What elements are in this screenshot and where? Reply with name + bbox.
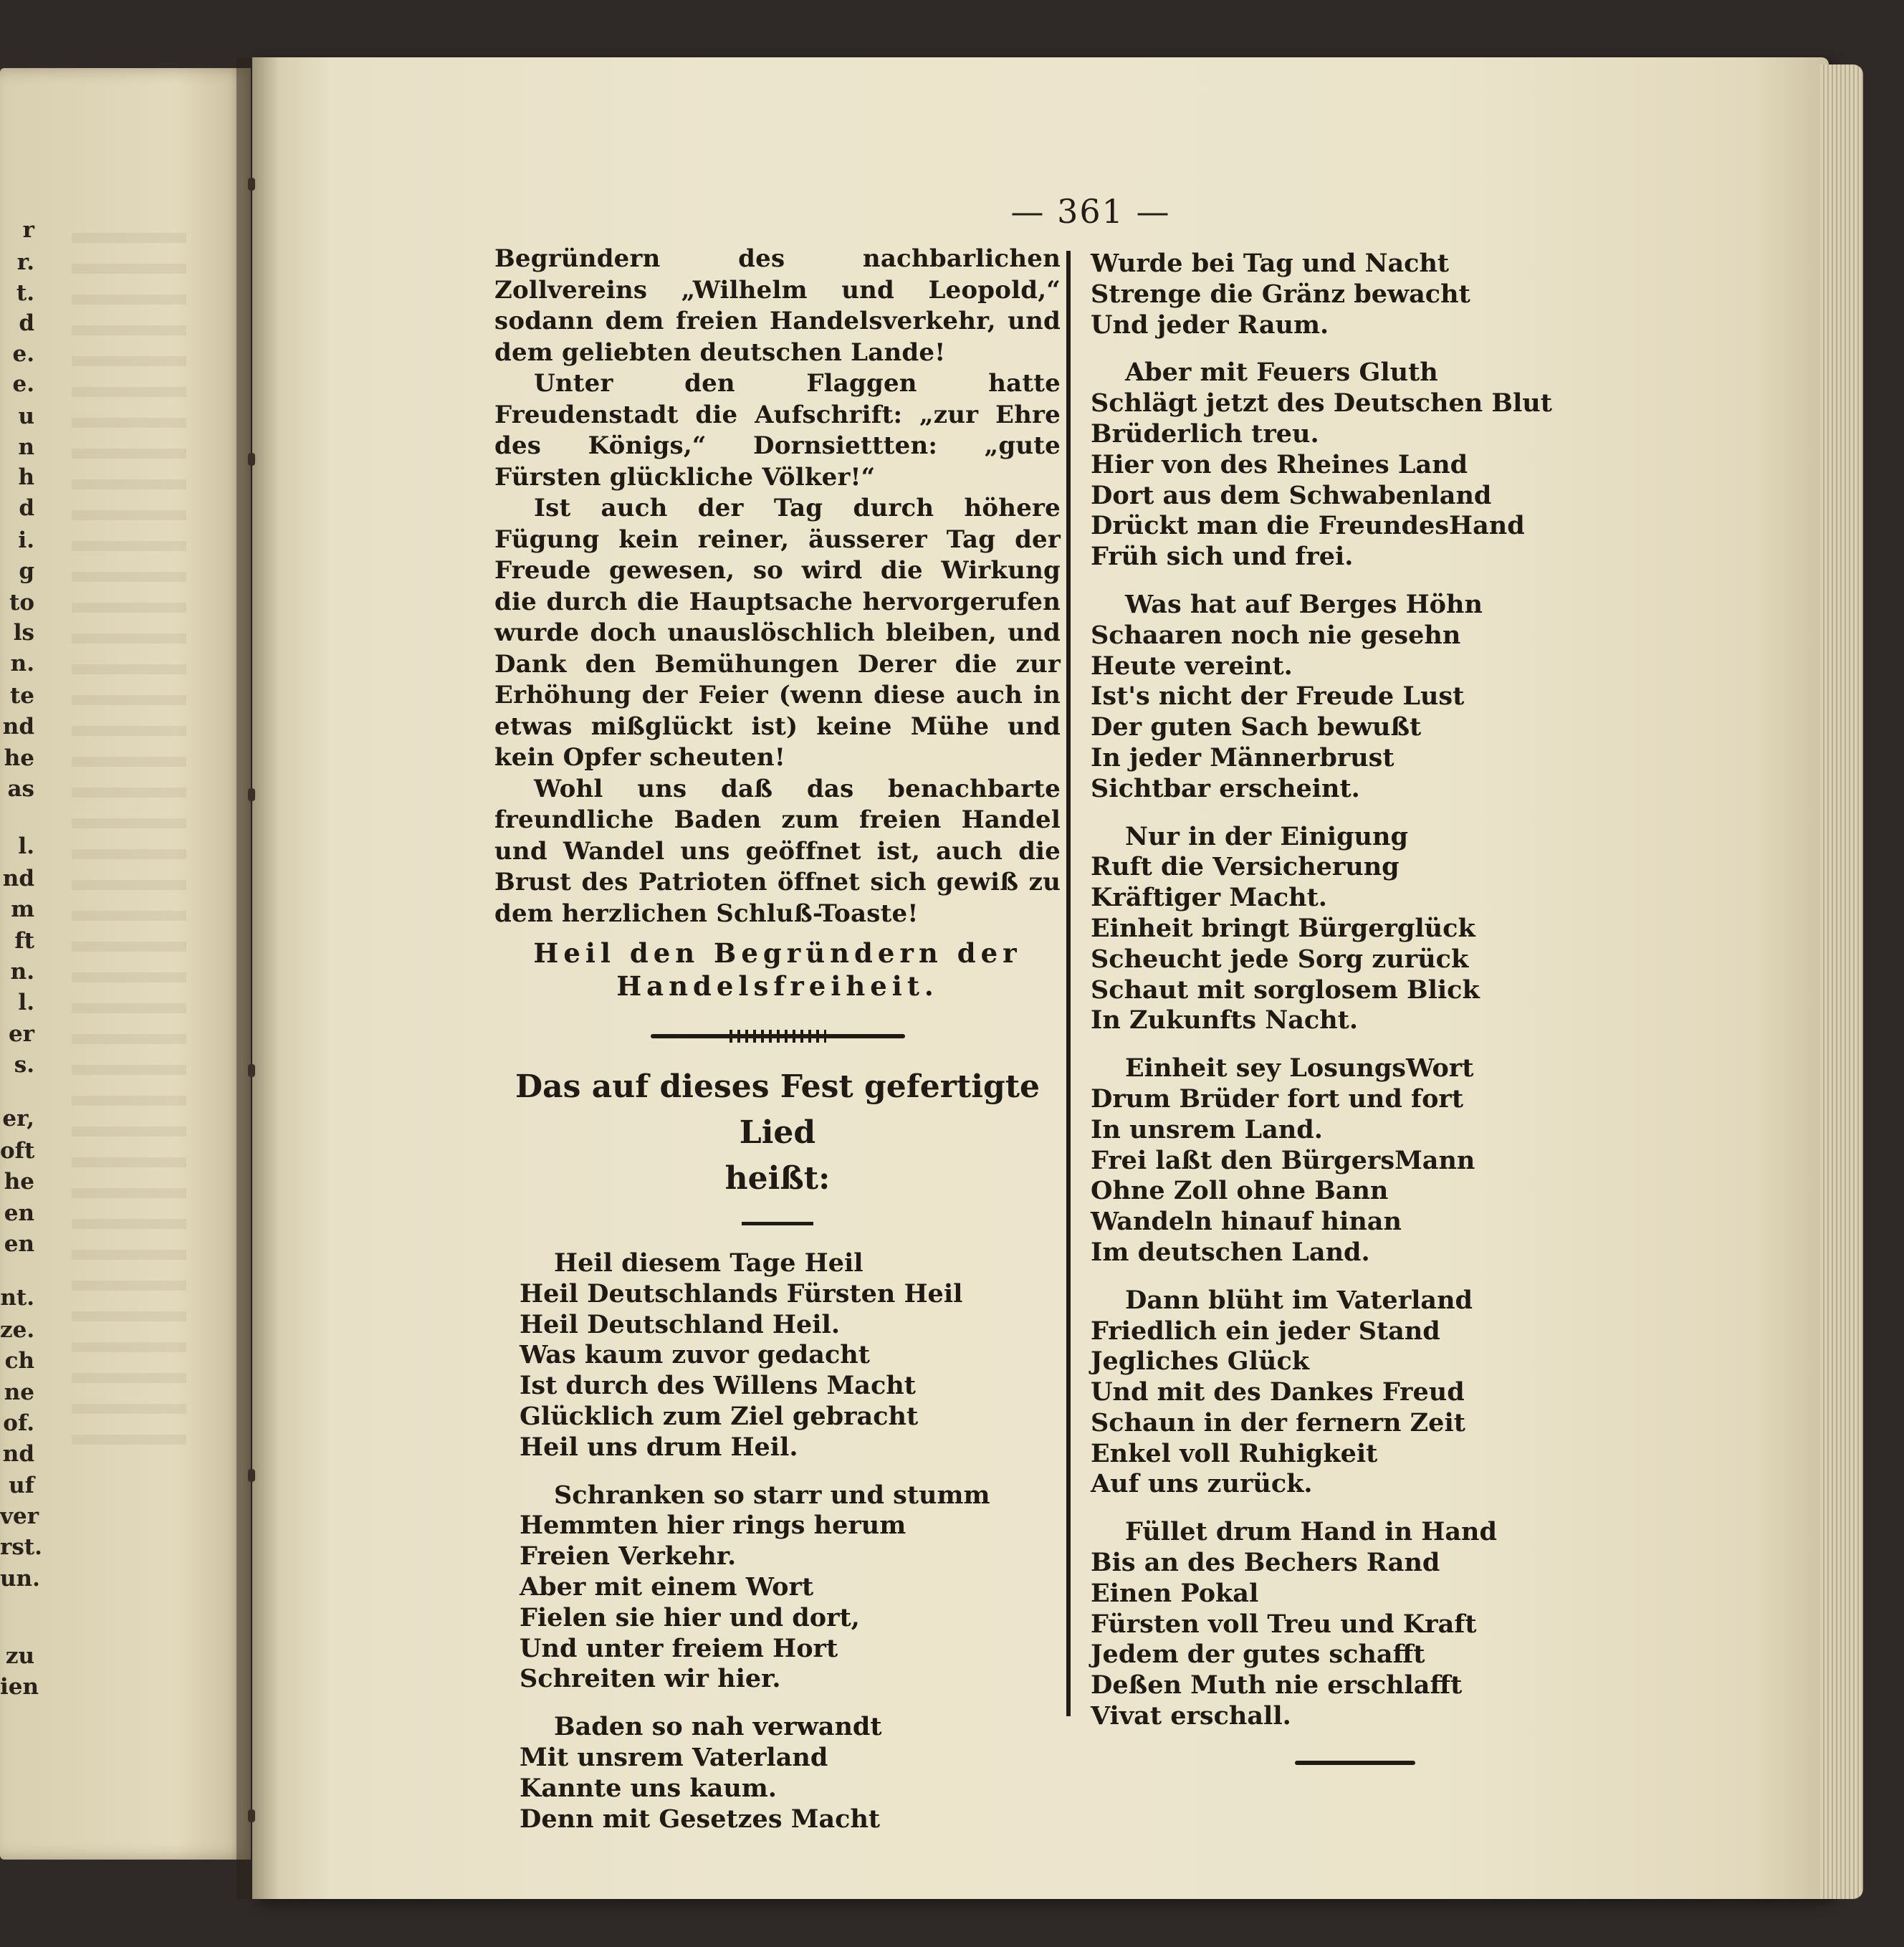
left-page-fragment: n. bbox=[10, 959, 34, 985]
left-page-fragment: nt. bbox=[0, 1285, 34, 1311]
left-page-fragment: he bbox=[4, 1169, 34, 1195]
left-page-fragment: ien bbox=[0, 1674, 39, 1700]
verse-line: Dort aus dem Schwabenland bbox=[1091, 480, 1492, 510]
verse-line: Und unter freiem Hort bbox=[520, 1633, 838, 1663]
verse-line: Was hat auf Berges Höhn bbox=[1125, 589, 1483, 619]
left-page-fragment: oft bbox=[0, 1138, 35, 1164]
verse-line: Aber mit Feuers Gluth bbox=[1125, 358, 1438, 388]
verse-line: Und jeder Raum. bbox=[1091, 310, 1329, 340]
song-heading bbox=[494, 1064, 1061, 1202]
verse-line: Früh sich und frei. bbox=[1091, 542, 1354, 572]
verse-line: Ruft die Versicherung bbox=[1091, 852, 1400, 882]
left-page-fragment: nd bbox=[2, 866, 34, 891]
verse-line: Ist's nicht der Freude Lust bbox=[1091, 681, 1465, 712]
binding-stitch bbox=[248, 1809, 255, 1822]
report-text bbox=[494, 244, 1061, 929]
verse-line: Schreiten wir hier. bbox=[520, 1664, 781, 1694]
binding-stitch bbox=[248, 178, 255, 191]
left-page-fragment: ch bbox=[4, 1348, 34, 1374]
left-page-fragment: ls bbox=[13, 620, 34, 646]
left-page-fragment: g bbox=[19, 558, 34, 584]
stanza bbox=[520, 1712, 1061, 1834]
verse-line: Einen Pokal bbox=[1091, 1578, 1259, 1608]
left-page-fragment: nd bbox=[2, 714, 34, 740]
verse-line: Drum Brüder fort und fort bbox=[1091, 1083, 1464, 1114]
left-page-fragment: zu bbox=[5, 1643, 34, 1669]
right-column bbox=[1091, 249, 1552, 1765]
verse-line: Wurde bei Tag und Nacht bbox=[1091, 249, 1450, 278]
stanza bbox=[1091, 1286, 1521, 1501]
gutter-shadow bbox=[236, 57, 279, 1899]
verse-line: Ist durch des Willens Macht bbox=[520, 1371, 916, 1401]
verse-line: Was kaum zuvor gedacht bbox=[520, 1340, 870, 1370]
left-page-fragment: er bbox=[8, 1021, 34, 1047]
verse-line: Denn mit Gesetzes Macht bbox=[520, 1804, 881, 1834]
page-number: — 361 — bbox=[1010, 192, 1171, 231]
left-page-fragment: r bbox=[22, 217, 34, 243]
song-stanzas-left bbox=[494, 1248, 1061, 1834]
left-column bbox=[494, 244, 1061, 1852]
verse-line: Ohne Zoll ohne Bann bbox=[1091, 1176, 1389, 1206]
left-page-fragment: n. bbox=[10, 651, 34, 676]
song-stanzas-right bbox=[1091, 358, 1552, 1731]
verse-line: Aber mit einem Wort bbox=[520, 1572, 814, 1602]
paragraph: Wohl uns daß das benachbarte freundliche Baden zum freien Handel und Wandel uns geöffnet ist, auch die Brust des Patrioten öffnet sich gewiß zu dem herzlichen Schluß-Toaste! bbox=[494, 774, 1061, 928]
left-page bbox=[0, 68, 251, 1860]
stanza bbox=[1091, 1517, 1521, 1732]
song-heading-line: Das auf dieses Fest gefertigte Lied bbox=[515, 1068, 1040, 1151]
verse-line: Auf uns zurück. bbox=[1091, 1469, 1313, 1499]
verse-line: Heute vereint. bbox=[1091, 651, 1293, 681]
left-page-fragment: r. bbox=[16, 249, 34, 275]
left-page-fragment: i. bbox=[18, 527, 34, 553]
verse-line: Sichtbar erscheint. bbox=[1091, 773, 1360, 803]
verse-line: Deßen Muth nie erschlafft bbox=[1091, 1670, 1463, 1700]
verse-line: Füllet drum Hand in Hand bbox=[1125, 1517, 1497, 1547]
left-page-fragment: m bbox=[11, 896, 34, 922]
left-page-fragment: ver bbox=[0, 1503, 39, 1529]
left-page-fragment: n bbox=[18, 434, 34, 460]
verse-line: Dann blüht im Vaterland bbox=[1125, 1285, 1473, 1315]
song-heading-line: heißt: bbox=[724, 1160, 831, 1197]
verse-line: In Zukunfts Nacht. bbox=[1091, 1005, 1359, 1035]
show-through-text bbox=[72, 233, 186, 1451]
binding-stitch bbox=[248, 453, 255, 466]
verse-line: Drückt man die FreundesHand bbox=[1091, 511, 1525, 541]
page-edges bbox=[1820, 64, 1863, 1899]
verse-line: Glücklich zum Ziel gebracht bbox=[520, 1401, 919, 1431]
verse-line: Schlägt jetzt des Deutschen Blut bbox=[1091, 388, 1552, 418]
left-page-fragment: rst. bbox=[0, 1534, 42, 1560]
left-page-fragment: er, bbox=[2, 1106, 34, 1132]
stanza bbox=[1091, 1053, 1521, 1268]
verse-line: Bis an des Bechers Rand bbox=[1091, 1548, 1440, 1578]
binding-stitch bbox=[248, 1064, 255, 1077]
left-page-fragment: t. bbox=[16, 280, 34, 306]
left-page-fragment: en bbox=[4, 1200, 34, 1226]
left-page-fragment: e. bbox=[12, 371, 34, 397]
verse-line: Fürsten voll Treu und Kraft bbox=[1091, 1609, 1477, 1639]
left-page-fragment: ze. bbox=[0, 1317, 35, 1343]
verse-line: Enkel voll Ruhigkeit bbox=[1091, 1438, 1378, 1468]
verse-line: Vivat erschall. bbox=[1091, 1701, 1291, 1731]
left-page-fragment: l. bbox=[18, 833, 34, 859]
left-page-fragment: h bbox=[18, 464, 34, 490]
verse-line: Jegliches Glück bbox=[1091, 1346, 1310, 1377]
verse-line: Schranken so starr und stumm bbox=[554, 1480, 990, 1510]
verse-line: Mit unsrem Vaterland bbox=[520, 1742, 828, 1772]
verse-line: Heil uns drum Heil. bbox=[520, 1432, 798, 1462]
binding-stitch bbox=[248, 788, 255, 801]
verse-line: Schaut mit sorglosem Blick bbox=[1091, 975, 1480, 1005]
verse-line: Baden so nah verwandt bbox=[554, 1712, 882, 1742]
column-divider bbox=[1066, 251, 1071, 1716]
verse-line: Fielen sie hier und dort, bbox=[520, 1602, 860, 1632]
verse-line: Scheucht jede Sorg zurück bbox=[1091, 944, 1469, 974]
paragraph: Begründern des nachbarlichen Zollvereins „Wilhelm und Leopold,“ sodann dem freien Handelsverkehr, und dem geliebten deutschen Lande! bbox=[494, 244, 1061, 367]
left-page-fragment: to bbox=[9, 590, 34, 616]
left-page-fragment: s. bbox=[14, 1052, 34, 1078]
verse-line: Nur in der Einigung bbox=[1125, 821, 1408, 851]
left-page-fragment: e. bbox=[12, 341, 34, 367]
left-page-fragment: d bbox=[19, 310, 34, 336]
left-page-fragment: as bbox=[7, 776, 34, 802]
verse-line: Einheit sey LosungsWort bbox=[1125, 1053, 1474, 1083]
left-page-fragment: en bbox=[4, 1231, 34, 1257]
left-page-fragment: of. bbox=[3, 1410, 34, 1436]
verse-line: Kannte uns kaum. bbox=[520, 1773, 777, 1803]
verse-line: Schaun in der fernern Zeit bbox=[1091, 1407, 1465, 1437]
verse-line: Kräftiger Macht. bbox=[1091, 883, 1327, 913]
verse-line: In jeder Männerbrust bbox=[1091, 742, 1394, 772]
verse-line: Der guten Sach bewußt bbox=[1091, 712, 1422, 742]
binding-stitch bbox=[248, 1469, 255, 1482]
verse-line: Freien Verkehr. bbox=[520, 1541, 737, 1572]
verse-line: Frei laßt den BürgersMann bbox=[1091, 1145, 1475, 1175]
stanza-continuation bbox=[1091, 249, 1521, 340]
paragraph: Unter den Flaggen hatte Freudenstadt die Aufschrift: „zur Ehre des Königs,“ Dornsiettten: „gute Fürsten glückliche Völker!“ bbox=[494, 369, 1061, 492]
stanza bbox=[520, 1248, 1061, 1463]
verse-line: Im deutschen Land. bbox=[1091, 1237, 1370, 1267]
verse-line: Hemmten hier rings herum bbox=[520, 1511, 906, 1541]
stanza bbox=[520, 1480, 1061, 1695]
verse-line: Heil Deutschlands Fürsten Heil bbox=[520, 1278, 963, 1309]
verse-line: Und mit des Dankes Freud bbox=[1091, 1377, 1465, 1407]
left-page-fragment: l. bbox=[18, 990, 34, 1015]
heading-rule bbox=[742, 1222, 813, 1225]
paragraph: Ist auch der Tag durch höhere Fügung kein reiner, äusserer Tag der Freude gewesen, so wird die Wirkung die durch die Hauptsache hervorgerufen wurde doch unauslöschlich bleiben, und Dank den Bemühungen Derer die zur Erhöhung der Feier (wenn diese auch in etwas mißglückt ist) keine Mühe und kein Opfer scheuten! bbox=[494, 494, 1061, 772]
verse-line: Brüderlich treu. bbox=[1091, 418, 1319, 449]
verse-line: Schaaren noch nie gesehn bbox=[1091, 620, 1461, 650]
stanza bbox=[1091, 358, 1552, 573]
ornamental-divider bbox=[651, 1030, 905, 1043]
verse-line: Einheit bringt Bürgerglück bbox=[1091, 913, 1475, 943]
verse-line: In unsrem Land. bbox=[1091, 1114, 1323, 1144]
verse-line: Hier von des Rheines Land bbox=[1091, 449, 1468, 479]
verse-line: Jedem der gutes schafft bbox=[1091, 1640, 1425, 1670]
toast-line: Handelsfreiheit. bbox=[616, 970, 939, 1002]
end-rule bbox=[1295, 1761, 1415, 1765]
left-page-fragment: he bbox=[4, 745, 34, 771]
stanza bbox=[1091, 590, 1521, 805]
left-page-fragment: u bbox=[18, 403, 34, 429]
verse-line: Strenge die Gränz bewacht bbox=[1091, 279, 1470, 309]
left-page-fragment: un. bbox=[0, 1566, 40, 1592]
left-page-fragment: nd bbox=[2, 1441, 34, 1467]
left-page-fragment: ft bbox=[14, 928, 34, 954]
left-page-fragment: ne bbox=[4, 1379, 34, 1405]
verse-line: Heil Deutschland Heil. bbox=[520, 1309, 841, 1339]
left-page-fragment: uf bbox=[9, 1473, 34, 1498]
verse-line: Friedlich ein jeder Stand bbox=[1091, 1316, 1440, 1346]
stanza bbox=[1091, 822, 1521, 1037]
verse-line: Wandeln hinauf hinan bbox=[1091, 1207, 1402, 1237]
closing-toast bbox=[494, 937, 1061, 1003]
toast-line: Heil den Begründern der bbox=[533, 937, 1022, 969]
verse-line: Heil diesem Tage Heil bbox=[554, 1248, 864, 1278]
left-page-fragment: d bbox=[19, 495, 34, 521]
left-page-fragment: te bbox=[9, 683, 34, 709]
